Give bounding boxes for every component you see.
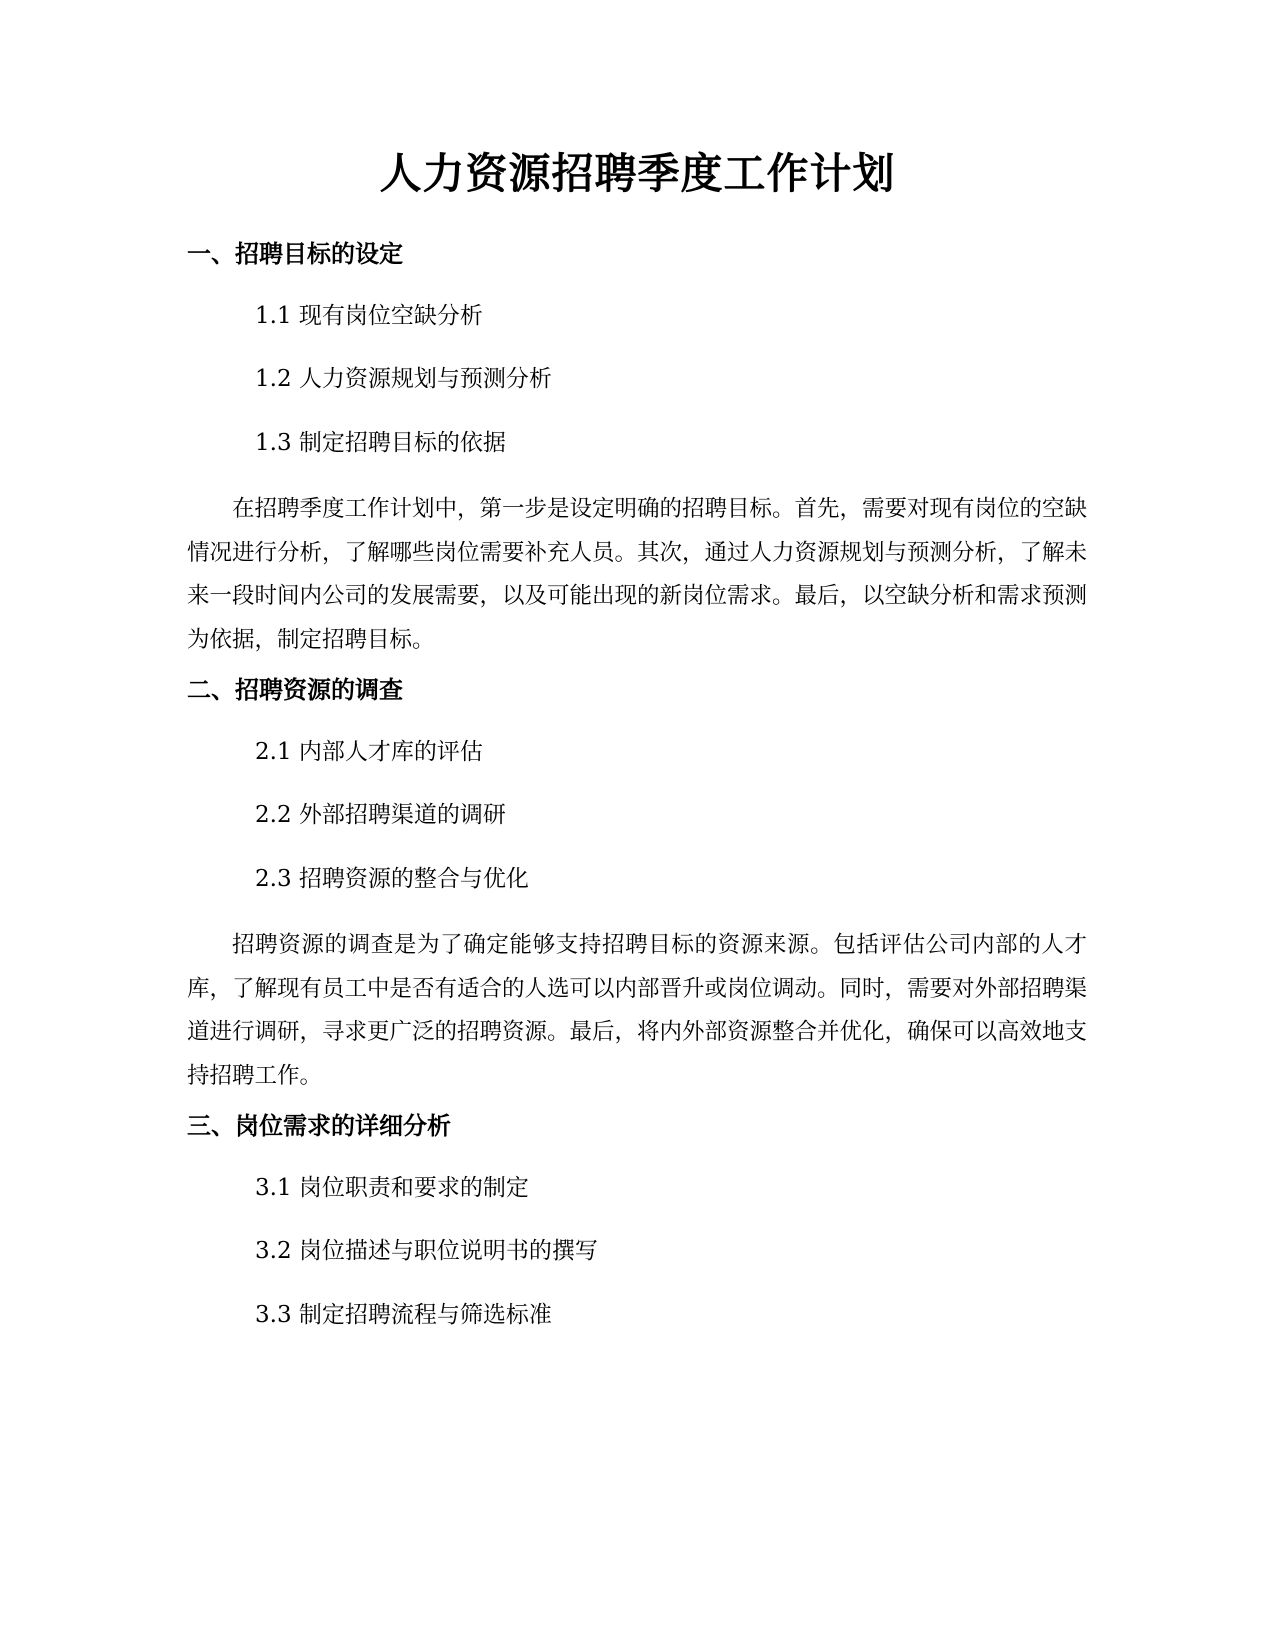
section-1-item-3: 1.3 制定招聘目标的依据: [255, 430, 506, 456]
section-3-item-1: 3.1 岗位职责和要求的制定: [255, 1175, 529, 1201]
section-2-item-3: 2.3 招聘资源的整合与优化: [255, 866, 529, 892]
section-3-item-3: 3.3 制定招聘流程与筛选标准: [255, 1302, 552, 1328]
section-3-heading: 三、岗位需求的详细分析: [187, 1112, 451, 1140]
section-1-paragraph: 在招聘季度工作计划中，第一步是设定明确的招聘目标。首先，需要对现有岗位的空缺情况进行分析，了解哪些岗位需要补充人员。其次，通过人力资源规划与预测分析，了解未来一段时间内公司的发展需要，以及可能出现的新岗位需求。最后，以空缺分析和需求预测为依据，制定招聘目标。: [187, 496, 1088, 653]
section-2-paragraph: 招聘资源的调查是为了确定能够支持招聘目标的资源来源。包括评估公司内部的人才库，了解现有员工中是否有适合的人选可以内部晋升或岗位调动。同时，需要对外部招聘渠道进行调研，寻求更广泛的招聘资源。最后，将内外部资源整合并优化，确保可以高效地支持招聘工作。: [187, 932, 1088, 1089]
document-title: 人力资源招聘季度工作计划: [379, 149, 896, 198]
section-2-item-1: 2.1 内部人才库的评估: [255, 739, 483, 765]
section-1-item-2: 1.2 人力资源规划与预测分析: [255, 366, 552, 392]
section-1-item-1: 1.1 现有岗位空缺分析: [255, 303, 483, 329]
section-3-item-2: 3.2 岗位描述与职位说明书的撰写: [255, 1238, 598, 1264]
section-2-item-2: 2.2 外部招聘渠道的调研: [255, 802, 506, 828]
section-2-heading: 二、招聘资源的调查: [187, 676, 403, 704]
section-1-heading: 一、招聘目标的设定: [187, 240, 403, 268]
